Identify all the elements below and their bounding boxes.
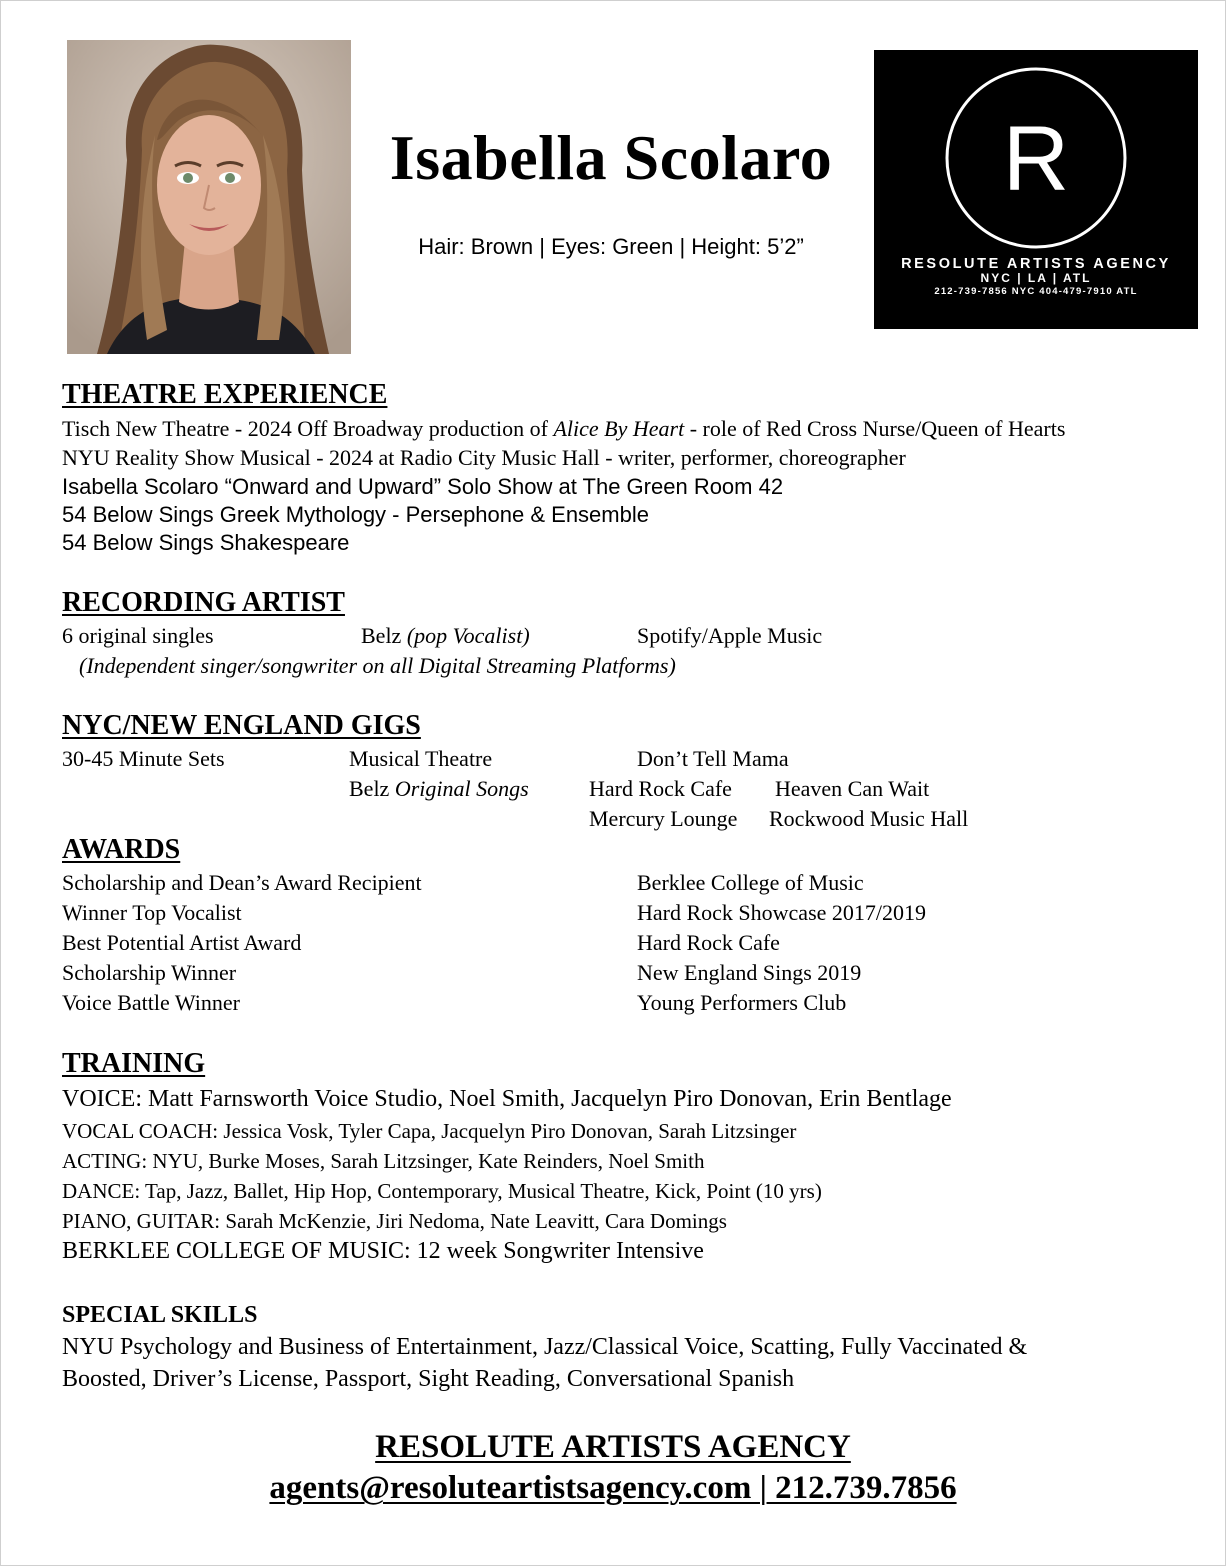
- footer-agency-name: RESOLUTE ARTISTS AGENCY: [375, 1429, 851, 1465]
- artist-role: (pop Vocalist): [406, 623, 530, 648]
- logo-cities: NYC | LA | ATL: [980, 271, 1092, 285]
- theatre-line-text: Tisch New Theatre - 2024 Off Broadway production of: [62, 416, 554, 441]
- training-heading: TRAINING: [62, 1048, 206, 1079]
- recording-note: (Independent singer/songwriter on all Digital Streaming Platforms): [79, 653, 676, 678]
- skills-line: Boosted, Driver’s License, Passport, Sight Reading, Conversational Spanish: [62, 1366, 795, 1392]
- theatre-line-text: - role of Red Cross Nurse/Queen of Hearts: [684, 416, 1066, 441]
- training-voice: VOICE: Matt Farnsworth Voice Studio, Noel Smith, Jacquelyn Piro Donovan, Erin Bentlage: [62, 1086, 952, 1112]
- award-org: Young Performers Club: [637, 990, 847, 1015]
- award-org: Hard Rock Showcase 2017/2019: [637, 900, 927, 925]
- theatre-line: 54 Below Sings Shakespeare: [62, 530, 350, 555]
- gig-venue: Hard Rock Cafe: [589, 776, 732, 801]
- award-name: Scholarship and Dean’s Award Recipient: [62, 870, 422, 895]
- gig-venue: Mercury Lounge: [589, 806, 738, 831]
- award-org: Hard Rock Cafe: [637, 930, 780, 955]
- logo-phones: 212-739-7856 NYC 404-479-7910 ATL: [934, 286, 1138, 297]
- headshot-photo: [67, 40, 351, 354]
- theatre-heading: THEATRE EXPERIENCE: [62, 379, 388, 410]
- theatre-line: NYU Reality Show Musical - 2024 at Radio City Music Hall - writer, performer, choreographer: [62, 445, 906, 470]
- award-name: Best Potential Artist Award: [62, 930, 302, 955]
- recording-artist-name: [361, 621, 530, 651]
- training-vocal-coach: VOCAL COACH: Jessica Vosk, Tyler Capa, Jacquelyn Piro Donovan, Sarah Litzsinger: [62, 1119, 797, 1143]
- training-berklee: BERKLEE COLLEGE OF MUSIC: 12 week Songwriter Intensive: [62, 1238, 704, 1264]
- theatre-line: 54 Below Sings Greek Mythology - Persephone & Ensemble: [62, 502, 649, 527]
- physical-stats: Hair: Brown | Eyes: Green | Height: 5’2”: [418, 234, 804, 259]
- award-name: Winner Top Vocalist: [62, 900, 242, 925]
- footer-contact-link[interactable]: agents@resoluteartistsagency.com | 212.739.7856: [269, 1470, 957, 1506]
- gigs-heading: NYC/NEW ENGLAND GIGS: [62, 710, 421, 741]
- training-dance: DANCE: Tap, Jazz, Ballet, Hip Hop, Contemporary, Musical Theatre, Kick, Point (10 yrs): [62, 1179, 822, 1203]
- agency-logo-graphic: [874, 50, 1198, 329]
- award-name: Scholarship Winner: [62, 960, 237, 985]
- award-org: Berklee College of Music: [637, 870, 864, 895]
- gigs-sets: 30-45 Minute Sets: [62, 746, 225, 771]
- skills-line: NYU Psychology and Business of Entertainment, Jazz/Classical Voice, Scatting, Fully Vaccinated &: [62, 1334, 1028, 1360]
- gigs-genre: Musical Theatre: [349, 746, 493, 771]
- gigs-genre: [349, 774, 529, 804]
- theatre-line: [62, 414, 1065, 444]
- gig-venue: Rockwood Music Hall: [769, 806, 969, 831]
- artist-name: Belz: [361, 623, 407, 648]
- logo-agency-name: RESOLUTE ARTISTS AGENCY: [901, 256, 1171, 272]
- artist-name: Belz: [349, 776, 395, 801]
- headshot-illustration: [67, 40, 351, 354]
- training-piano-guitar: PIANO, GUITAR: Sarah McKenzie, Jiri Nedoma, Nate Leavitt, Cara Domings: [62, 1209, 727, 1233]
- training-acting: ACTING: NYU, Burke Moses, Sarah Litzsinger, Kate Reinders, Noel Smith: [62, 1149, 705, 1173]
- skills-heading: SPECIAL SKILLS: [62, 1302, 258, 1328]
- original-songs: Original Songs: [394, 776, 529, 801]
- logo-letter: R: [1002, 108, 1070, 210]
- theatre-show-title: Alice By Heart: [553, 416, 685, 441]
- recording-singles: 6 original singles: [62, 623, 214, 648]
- performer-name: Isabella Scolaro: [389, 122, 833, 193]
- recording-platforms: Spotify/Apple Music: [637, 623, 823, 648]
- theatre-line: Isabella Scolaro “Onward and Upward” Solo Show at The Green Room 42: [62, 474, 784, 499]
- award-org: New England Sings 2019: [637, 960, 862, 985]
- award-name: Voice Battle Winner: [62, 990, 240, 1015]
- recording-heading: RECORDING ARTIST: [62, 587, 345, 618]
- gig-venue: Don’t Tell Mama: [637, 746, 789, 771]
- agency-logo: [874, 50, 1198, 329]
- gig-venue: Heaven Can Wait: [775, 776, 930, 801]
- awards-heading: AWARDS: [62, 834, 181, 865]
